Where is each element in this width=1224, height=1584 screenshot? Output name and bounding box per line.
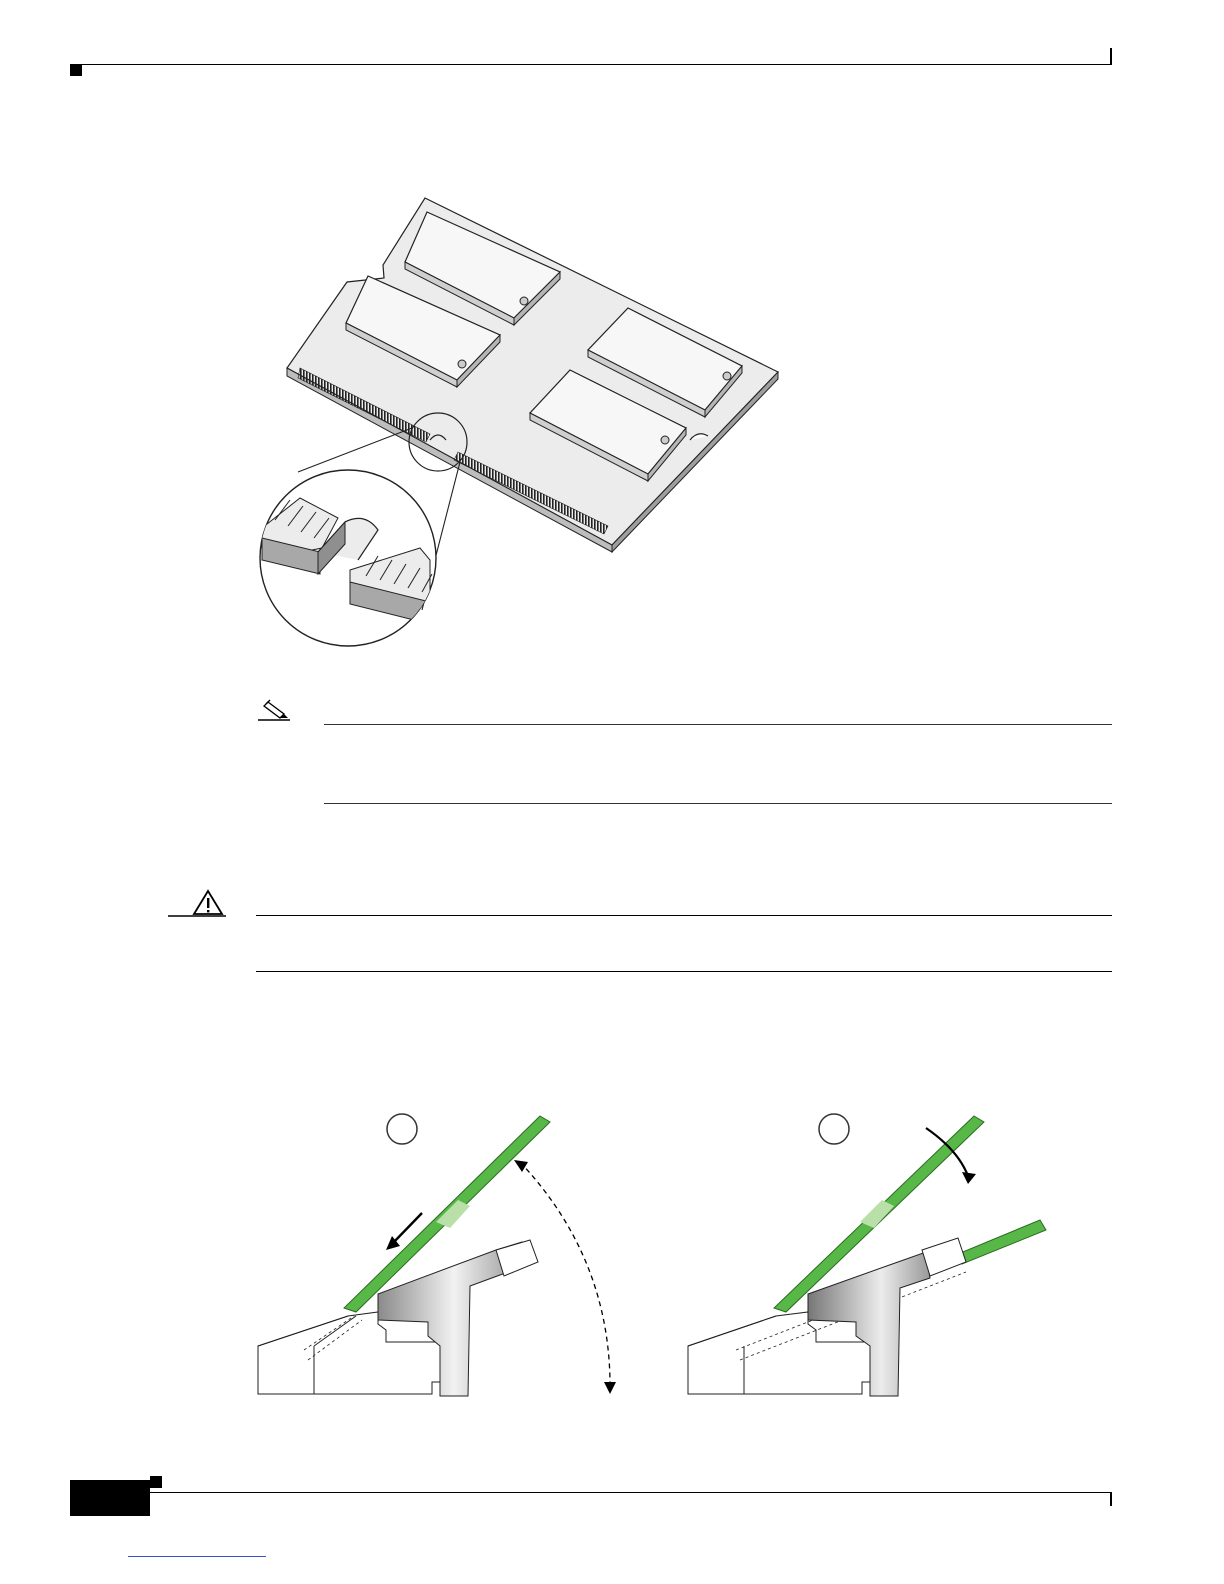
footer-black-page-block	[70, 1480, 150, 1516]
insertion-step-2	[688, 1114, 1046, 1396]
footer-link-underline[interactable]	[128, 1556, 266, 1557]
circle-step-1	[387, 1114, 417, 1144]
insertion-step-1	[258, 1114, 616, 1396]
footer-rule	[150, 1492, 1112, 1493]
footer-tick-mark	[1110, 1492, 1112, 1506]
footer-square-marker	[150, 1476, 162, 1488]
circle-step-2	[819, 1114, 849, 1144]
module-pressed	[958, 1220, 1046, 1264]
